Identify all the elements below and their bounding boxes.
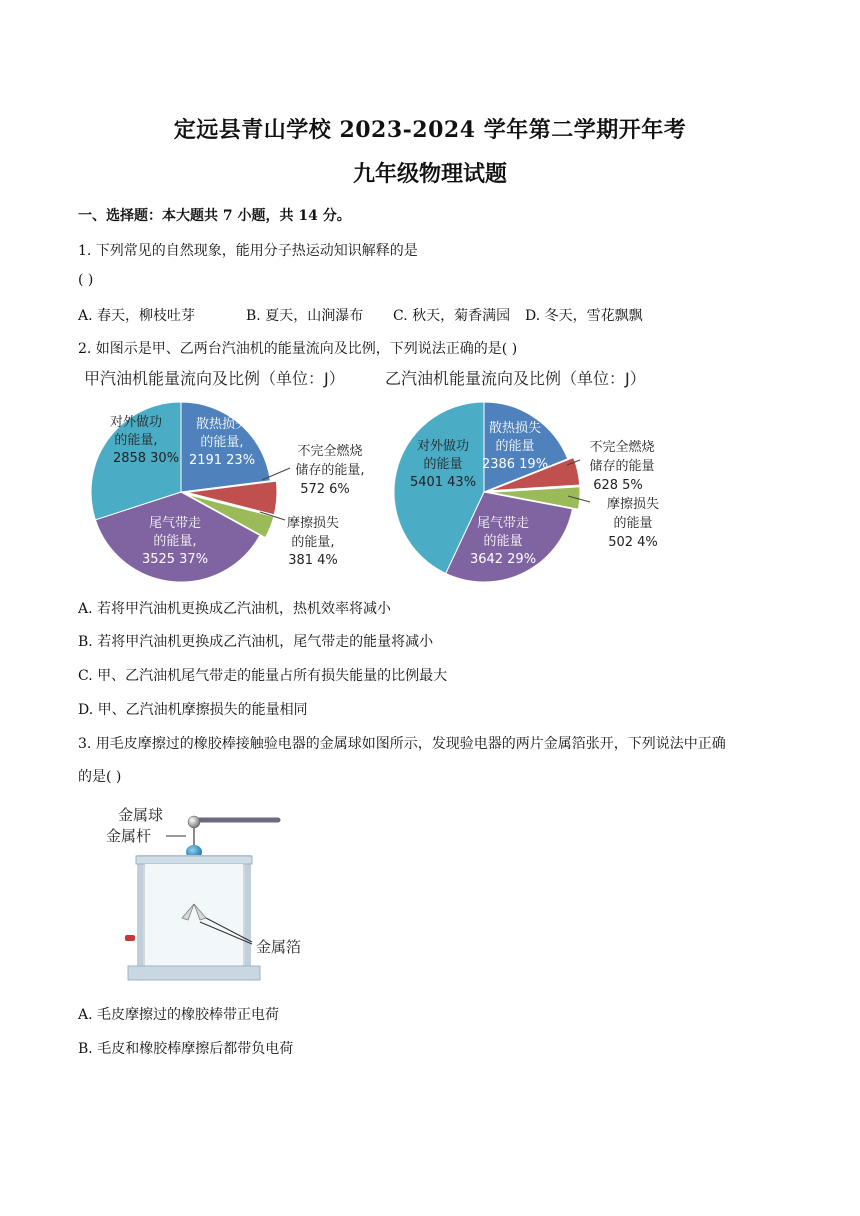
- a-incomplete-l1: 不完全燃烧: [297, 444, 363, 459]
- a-exhaust-l2: 的能量,: [153, 534, 197, 549]
- a-work-l1: 对外做功: [109, 415, 163, 430]
- section-heading: 一、选择题：本大题共 7 小题，共 14 分。: [78, 208, 351, 224]
- b-work-l2: 的能量: [423, 457, 463, 472]
- label-metal-ball: 金属球: [118, 806, 164, 824]
- q1-option-c[interactable]: C. 秋天，菊香满园: [393, 308, 511, 324]
- a-heat-l1: 散热损失: [195, 417, 249, 432]
- q2-option-d[interactable]: D. 甲、乙汽油机摩擦损失的能量相同: [78, 702, 308, 718]
- q2-option-a[interactable]: A. 若将甲汽油机更换成乙汽油机，热机效率将减小: [78, 601, 392, 617]
- metal-ball: [188, 816, 200, 828]
- b-heat-l3: 2386 19%: [481, 457, 549, 472]
- exam-title: 定远县青山学校 2023-2024 学年第二学期开年考: [173, 117, 687, 143]
- q1-options: [78, 305, 643, 325]
- q2-option-c[interactable]: C. 甲、乙汽油机尾气带走的能量占所有损失能量的比例最大: [78, 668, 448, 684]
- a-heat-l2: 的能量,: [200, 435, 244, 450]
- q1-option-a[interactable]: A. 春天，柳枝吐芽: [78, 308, 196, 324]
- q3-option-a[interactable]: A. 毛皮摩擦过的橡胶棒带正电荷: [78, 1007, 280, 1023]
- b-heat-l1: 散热损失: [488, 421, 542, 436]
- label-metal-rod: 金属杆: [106, 827, 152, 845]
- q1-option-b[interactable]: B. 夏天，山涧瀑布: [246, 308, 364, 324]
- q1-option-d[interactable]: D. 冬天，雪花飘飘: [525, 308, 643, 324]
- chart-b-title: 乙汽油机能量流向及比例（单位：J）: [385, 369, 646, 388]
- a-work-l3: 2858 30%: [112, 451, 180, 466]
- chart-a-title: 甲汽油机能量流向及比例（单位：J）: [84, 369, 345, 388]
- b-work-l3: 5401 43%: [409, 475, 477, 490]
- b-exhaust-l2: 的能量: [483, 534, 523, 549]
- q2-stem: 2. 如图示是甲、乙两台汽油机的能量流向及比例，下列说法正确的是( ): [78, 341, 518, 357]
- a-incomplete-l3: 572 6%: [300, 482, 350, 497]
- q1-stem: 1. 下列常见的自然现象，能用分子热运动知识解释的是: [78, 243, 418, 259]
- a-friction-l2: 的能量,: [291, 535, 335, 550]
- a-exhaust-l3: 3525 37%: [141, 552, 209, 567]
- q3-stem-line1: 3. 用毛皮摩擦过的橡胶棒接触验电器的金属球如图所示，发现验电器的两片金属箔张开，下列说法中正确: [78, 736, 726, 752]
- b-friction-l2: 的能量: [613, 516, 653, 531]
- b-work-l1: 对外做功: [416, 439, 470, 454]
- electroscope-frame: [128, 856, 260, 980]
- b-friction-l3: 502 4%: [608, 535, 658, 550]
- exam-subtitle: 九年级物理试题: [352, 161, 507, 187]
- a-work-l2: 的能量,: [114, 433, 158, 448]
- a-heat-l3: 2191 23%: [188, 453, 256, 468]
- q3-stem-line2: 的是( ): [78, 769, 122, 785]
- a-friction-l3: 381 4%: [288, 553, 338, 568]
- pie-charts: [0, 390, 860, 590]
- a-friction-l1: 摩擦损失: [286, 516, 340, 531]
- b-heat-l2: 的能量: [495, 439, 535, 454]
- b-friction-l1: 摩擦损失: [606, 497, 660, 512]
- q3-option-b[interactable]: B. 毛皮和橡胶棒摩擦后都带负电荷: [78, 1041, 294, 1057]
- b-incomplete-l3: 628 5%: [593, 478, 643, 493]
- q1-paren: ( ): [78, 272, 94, 288]
- b-exhaust-l1: 尾气带走: [476, 516, 530, 531]
- label-metal-foil: 金属箔: [256, 938, 302, 956]
- b-incomplete-l1: 不完全燃烧: [589, 440, 655, 455]
- a-incomplete-l2: 储存的能量,: [295, 463, 365, 478]
- b-exhaust-l3: 3642 29%: [469, 552, 537, 567]
- a-exhaust-l1: 尾气带走: [148, 516, 202, 531]
- electroscope-figure: [100, 796, 320, 986]
- q2-option-b[interactable]: B. 若将甲汽油机更换成乙汽油机，尾气带走的能量将减小: [78, 634, 434, 650]
- b-incomplete-l2: 储存的能量: [589, 459, 655, 474]
- knob: [125, 935, 135, 941]
